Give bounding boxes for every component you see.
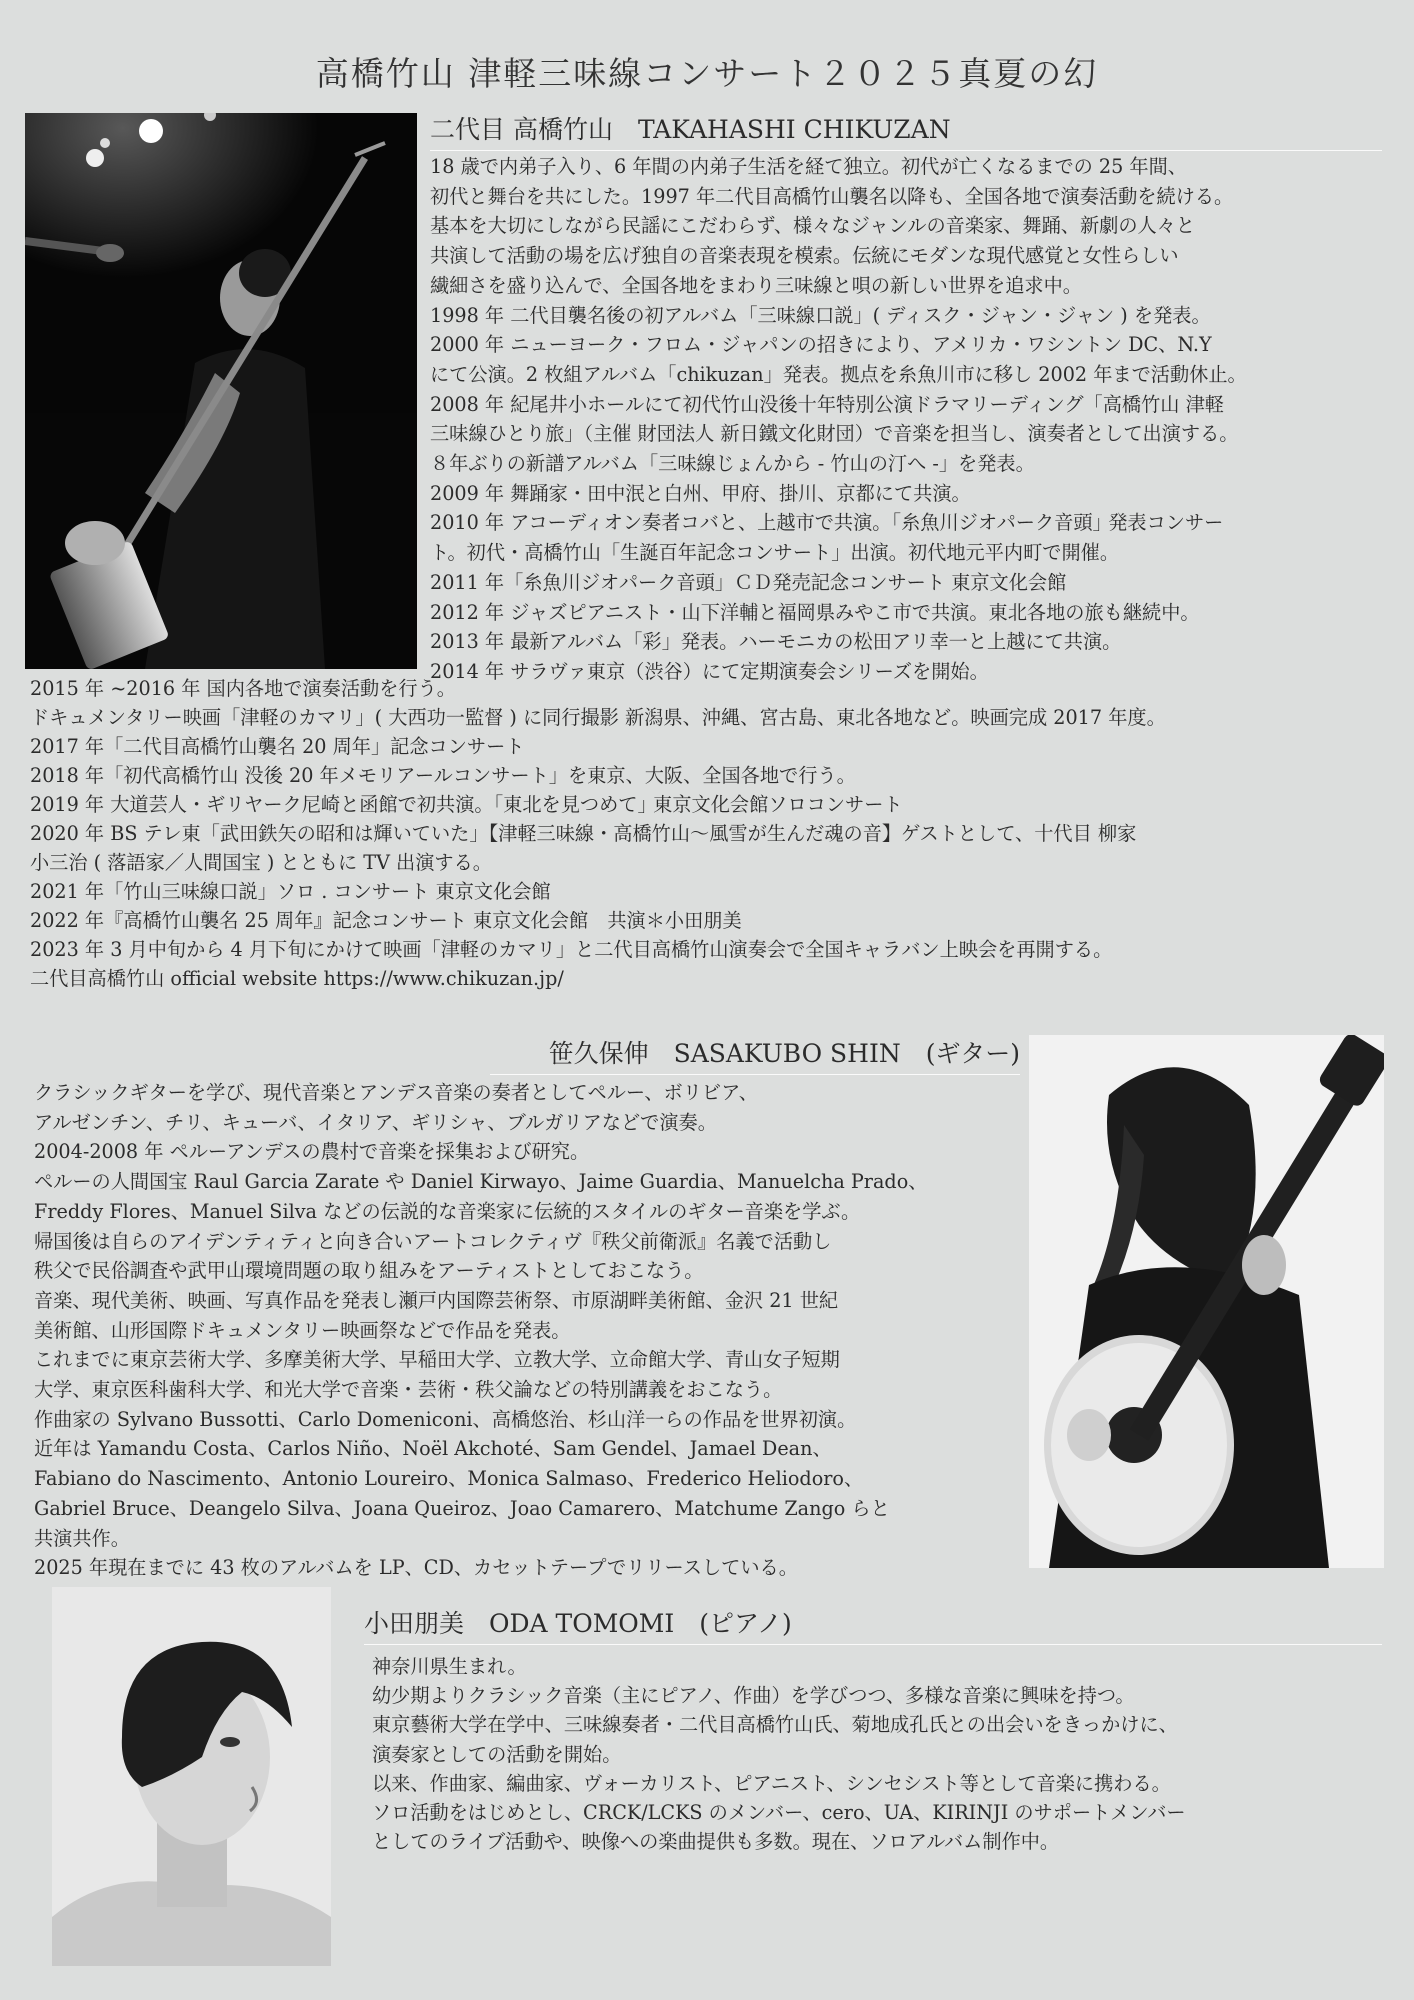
bio-line: 2018 年「初代高橋竹山 没後 20 年メモリアールコンサート」を東京、大阪、全国各地で行う。 [30, 764, 856, 787]
bio-line: 音楽、現代美術、映画、写真作品を発表し瀬戸内国際芸術祭、市原湖畔美術館、金沢 21 世紀 [34, 1288, 839, 1312]
bio-oda [372, 1652, 1186, 1856]
bio-line: としてのライブ活動や、映像への楽曲提供も多数。現在、ソロアルバム制作中。 [372, 1830, 1060, 1854]
bio-line: これまでに東京芸術大学、多摩美術大学、早稲田大学、立教大学、立命館大学、青山女子短期 [34, 1348, 840, 1372]
bio-sasakubo [34, 1078, 927, 1583]
bio-line: にて公演。2 枚組アルバム「chikuzan」発表。拠点を糸魚川市に移し 2002 年まで活動休止。 [430, 362, 1247, 386]
bio-line: 小三治 ( 落語家／人間国宝 ) とともに TV 出演する。 [30, 851, 492, 874]
bio-line: 三味線ひとり旅」（主催 財団法人 新日鐵文化財団）で音楽を担当し、演奏者として出演する。 [430, 422, 1239, 446]
bio-line: 帰国後は自らのアイデンティティと向き合いアートコレクティヴ『秩父前衛派』名義で活動し [34, 1229, 832, 1253]
bio-line: 2012 年 ジャズピアニスト・山下洋輔と福岡県みやこ市で共演。東北各地の旅も継続中。 [430, 600, 1200, 624]
bio-line: 2000 年 ニューヨーク・フロム・ジャパンの招きにより、アメリカ・ワシントン DC、N.Y [430, 333, 1212, 357]
bio-line: Gabriel Bruce、Deangelo Silva、Joana Queiroz、Joao Camarero、Matchume Zango らと [34, 1496, 890, 1520]
bio-line: 演奏家としての活動を開始。 [372, 1742, 622, 1766]
bio-line: 2021 年「竹山三味線口説」ソロ . コンサート 東京文化会館 [30, 880, 551, 903]
bio-line: 2022 年『高橋竹山襲名 25 周年』記念コンサート 東京文化会館 共演＊小田朋美 [30, 909, 742, 932]
bio-line: ドキュメンタリー映画「津軽のカマリ」( 大西功一監督 ) に同行撮影 新潟県、沖縄、宮古島、東北各地など。映画完成 2017 年度。 [30, 706, 1166, 729]
bio-line: 以来、作曲家、編曲家、ヴォーカリスト、ピアニスト、シンセシスト等として音楽に携わる。 [372, 1771, 1171, 1795]
bio-line: 初代と舞台を共にした。1997 年二代目高橋竹山襲名以降も、全国各地で演奏活動を続ける。 [430, 184, 1234, 208]
bio-line: 2023 年 3 月中旬から 4 月下旬にかけて映画「津軽のカマリ」と二代目高橋竹山演奏会で全国キャラバン上映会を再開する。 [30, 938, 1113, 961]
bio-line: 2008 年 紀尾井小ホールにて初代竹山没後十年特別公演ドラマリーディング「高橋竹山 津軽 [430, 392, 1224, 416]
bio-line: アルゼンチン、チリ、キューバ、イタリア、ギリシャ、ブルガリアなどで演奏。 [34, 1110, 717, 1134]
bio-line: クラシックギターを学び、現代音楽とアンデス音楽の奏者としてペルー、ボリビア、 [34, 1081, 758, 1104]
bio-line: 幼少期よりクラシック音楽（主にピアノ、作曲）を学びつつ、多様な音楽に興味を持つ。 [372, 1684, 1135, 1708]
bio-line: 美術館、山形国際ドキュメンタリー映画祭などで作品を発表。 [34, 1318, 571, 1342]
bio-line: 2015 年 ~2016 年 国内各地で演奏活動を行う。 [30, 677, 456, 700]
bio-line: 2011 年「糸魚川ジオパーク音頭」ＣＤ発売記念コンサート 東京文化会館 [430, 570, 1067, 594]
bio-line: 基本を大切にしながら民謡にこだわらず、様々なジャンルの音楽家、舞踊、新劇の人々と [430, 214, 1196, 238]
bio-line: 繊細さを盛り込んで、全国各地をまわり三味線と唄の新しい世界を追求中。 [430, 273, 1082, 297]
artist-heading-sasakubo: 笹久保伸 SASAKUBO SHIN (ギター) [490, 1034, 1020, 1075]
bio-line: 近年は Yamandu Costa、Carlos Niño、Noël Akchoté、Sam Gendel、Jamael Dean、 [34, 1437, 832, 1461]
bio-chikuzan-full-width [30, 674, 1166, 993]
bio-line: Freddy Flores、Manuel Silva などの伝説的な音楽家に伝統的スタイルのギター音楽を学ぶ。 [34, 1199, 861, 1223]
bio-line: 2009 年 舞踊家・田中泯と白州、甲府、掛川、京都にて共演。 [430, 481, 971, 505]
photo-takahashi-chikuzan [25, 113, 417, 669]
bio-line: 2014 年 サラヴァ東京（渋谷）にて定期演奏会シリーズを開始。 [430, 659, 989, 683]
bio-line: ペルーの人間国宝 Raul Garcia Zarate や Daniel Kirwayo、Jaime Guardia、Manuelcha Prado、 [34, 1170, 928, 1194]
bio-line: Fabiano do Nascimento、Antonio Loureiro、Monica Salmaso、Frederico Heliodoro、 [34, 1467, 864, 1491]
photo-oda-tomomi [52, 1587, 331, 1966]
artist-heading-oda: 小田朋美 ODA TOMOMI (ピアノ) [364, 1604, 1382, 1645]
bio-line: 2017 年「二代目高橋竹山襲名 20 周年」記念コンサート [30, 735, 525, 758]
bio-line: 2020 年 BS テレ東「武田鉄矢の昭和は輝いていた」【津軽三味線・高橋竹山〜風雪が生んだ魂の音】ゲストとして、十代目 柳家 [30, 822, 1137, 845]
bio-line: 1998 年 二代目襲名後の初アルバム「三味線口説」( ディスク・ジャン・ジャン ) を発表。 [430, 303, 1211, 327]
bio-line: 東京藝術大学在学中、三味線奏者・二代目高橋竹山氏、菊地成孔氏との出会いをきっかけに、 [372, 1713, 1178, 1737]
bio-line: 大学、東京医科歯科大学、和光大学で音楽・芸術・秩父論などの特別講義をおこなう。 [34, 1378, 783, 1402]
photo-sasakubo-shin [1029, 1035, 1384, 1568]
bio-line: 神奈川県生まれ。 [372, 1655, 527, 1678]
bio-line: 2010 年 アコーディオン奏者コバと、上越市で共演。｢糸魚川ジオパーク音頭｣ 発表コンサー [430, 511, 1224, 535]
bio-line: ト。初代・高橋竹山「生誕百年記念コンサート」出演。初代地元平内町で開催。 [430, 541, 1120, 565]
page-title: 高橋竹山 津軽三味線コンサート２０２５真夏の幻 [315, 54, 1099, 94]
bio-line: 2019 年 大道芸人・ギリヤーク尼崎と函館で初共演。｢東北を見つめて｣ 東京文化会館ソロコンサート [30, 793, 903, 816]
bio-line: 秩父で民俗調査や武甲山環境問題の取り組みをアーティストとしておこなう。 [34, 1259, 704, 1283]
bio-line: ソロ活動をはじめとし、CRCK/LCKS のメンバー、cero、UA、KIRINJI のサポートメンバー [372, 1801, 1186, 1825]
bio-line: 2004-2008 年 ペルーアンデスの農村で音楽を採集および研究。 [34, 1140, 590, 1164]
bio-line: 共演共作。 [34, 1526, 130, 1550]
bio-line: 2025 年現在までに 43 枚のアルバムを LP、CD、カセットテープでリリースしている。 [34, 1556, 798, 1580]
bio-line: 18 歳で内弟子入り、6 年間の内弟子生活を経て独立。初代が亡くなるまでの 25 年間、 [430, 155, 1187, 178]
bio-chikuzan-beside-photo [430, 152, 1247, 687]
bio-line: ８年ぶりの新譜アルバム「三味線じょんから - 竹山の汀へ -」を発表。 [430, 452, 1035, 476]
bio-line: 共演して活動の場を広げ独自の音楽表現を模索。伝統にモダンな現代感覚と女性らしい [430, 244, 1179, 268]
artist-heading-chikuzan: 二代目 高橋竹山 TAKAHASHI CHIKUZAN [430, 110, 1382, 151]
website-link[interactable]: 二代目高橋竹山 official website https://www.chikuzan.jp/ [30, 967, 564, 990]
bio-line: 作曲家の Sylvano Bussotti、Carlo Domeniconi、高橋悠治、杉山洋一らの作品を世界初演。 [34, 1407, 857, 1431]
bio-line: 2013 年 最新アルバム「彩」発表。ハーモニカの松田アリ幸一と上越にて共演。 [430, 630, 1122, 654]
